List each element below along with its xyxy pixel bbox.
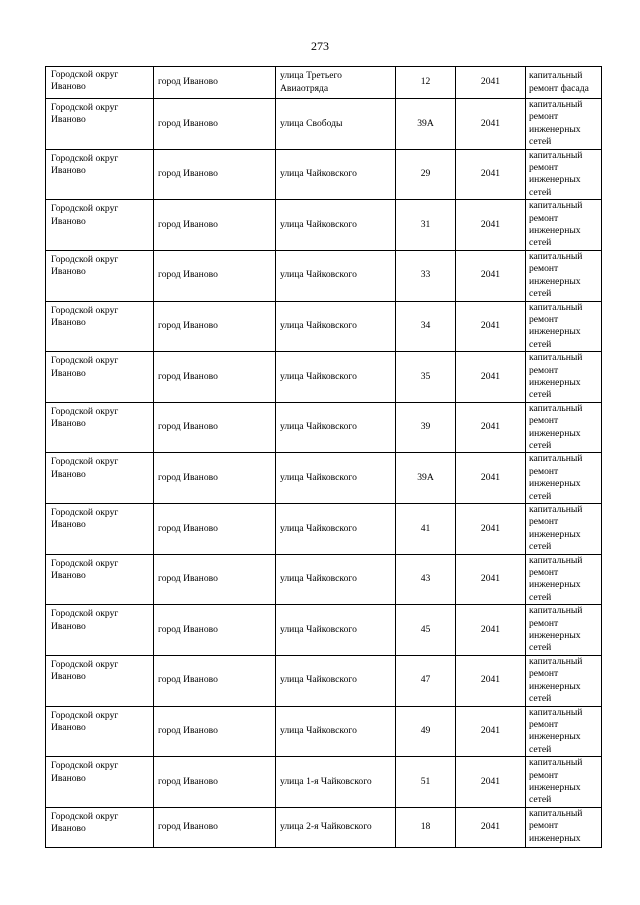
- municipality-cell: Городской округ Иваново: [46, 352, 154, 403]
- street-cell: улица Чайковского: [276, 504, 396, 555]
- municipality-cell: Городской округ Иваново: [46, 757, 154, 808]
- table-row: [46, 504, 602, 555]
- city-cell: город Иваново: [154, 149, 276, 200]
- year-cell: 2041: [456, 453, 526, 504]
- table-row: [46, 250, 602, 301]
- work-type-cell: капитальный ремонт инженерных сетей: [526, 706, 602, 757]
- year-cell: 2041: [456, 807, 526, 847]
- work-type-cell: капитальный ремонт инженерных сетей: [526, 301, 602, 352]
- work-type-cell: капитальный ремонт инженерных сетей: [526, 453, 602, 504]
- table-row: [46, 554, 602, 605]
- street-cell: улица Чайковского: [276, 605, 396, 656]
- municipality-cell: Городской округ Иваново: [46, 67, 154, 99]
- table-row: [46, 99, 602, 150]
- municipality-cell: Городской округ Иваново: [46, 655, 154, 706]
- table-row: [46, 453, 602, 504]
- year-cell: 2041: [456, 99, 526, 150]
- work-type-cell: капитальный ремонт инженерных сетей: [526, 605, 602, 656]
- year-cell: 2041: [456, 250, 526, 301]
- house-number-cell: 45: [396, 605, 456, 656]
- year-cell: 2041: [456, 67, 526, 99]
- street-cell: улица Свободы: [276, 99, 396, 150]
- table-row: [46, 605, 602, 656]
- city-cell: город Иваново: [154, 554, 276, 605]
- house-number-cell: 39: [396, 402, 456, 453]
- municipality-cell: Городской округ Иваново: [46, 706, 154, 757]
- street-cell: улица Чайковского: [276, 453, 396, 504]
- year-cell: 2041: [456, 706, 526, 757]
- house-number-cell: 29: [396, 149, 456, 200]
- work-type-cell: капитальный ремонт инженерных сетей: [526, 554, 602, 605]
- work-type-cell: капитальный ремонт инженерных сетей: [526, 250, 602, 301]
- table-row: [46, 149, 602, 200]
- municipality-cell: Городской округ Иваново: [46, 149, 154, 200]
- city-cell: город Иваново: [154, 301, 276, 352]
- street-cell: улица Чайковского: [276, 301, 396, 352]
- city-cell: город Иваново: [154, 807, 276, 847]
- year-cell: 2041: [456, 504, 526, 555]
- city-cell: город Иваново: [154, 655, 276, 706]
- work-type-cell: капитальный ремонт фасада: [526, 67, 602, 99]
- table-row: [46, 706, 602, 757]
- street-cell: улица Чайковского: [276, 250, 396, 301]
- street-cell: улица Третьего Авиаотряда: [276, 67, 396, 99]
- house-number-cell: 18: [396, 807, 456, 847]
- city-cell: город Иваново: [154, 250, 276, 301]
- table-row: [46, 655, 602, 706]
- house-number-cell: 47: [396, 655, 456, 706]
- house-number-cell: 49: [396, 706, 456, 757]
- registry-table: [45, 66, 602, 848]
- municipality-cell: Городской округ Иваново: [46, 99, 154, 150]
- city-cell: город Иваново: [154, 352, 276, 403]
- city-cell: город Иваново: [154, 504, 276, 555]
- house-number-cell: 43: [396, 554, 456, 605]
- street-cell: улица Чайковского: [276, 655, 396, 706]
- house-number-cell: 51: [396, 757, 456, 808]
- city-cell: город Иваново: [154, 99, 276, 150]
- house-number-cell: 39А: [396, 453, 456, 504]
- work-type-cell: капитальный ремонт инженерных сетей: [526, 402, 602, 453]
- street-cell: улица Чайковского: [276, 200, 396, 251]
- house-number-cell: 31: [396, 200, 456, 251]
- year-cell: 2041: [456, 655, 526, 706]
- municipality-cell: Городской округ Иваново: [46, 605, 154, 656]
- city-cell: город Иваново: [154, 757, 276, 808]
- municipality-cell: Городской округ Иваново: [46, 402, 154, 453]
- municipality-cell: Городской округ Иваново: [46, 453, 154, 504]
- table-row: [46, 757, 602, 808]
- municipality-cell: Городской округ Иваново: [46, 250, 154, 301]
- table-row: [46, 67, 602, 99]
- municipality-cell: Городской округ Иваново: [46, 554, 154, 605]
- work-type-cell: капитальный ремонт инженерных сетей: [526, 99, 602, 150]
- year-cell: 2041: [456, 149, 526, 200]
- work-type-cell: капитальный ремонт инженерных сетей: [526, 200, 602, 251]
- city-cell: город Иваново: [154, 706, 276, 757]
- street-cell: улица Чайковского: [276, 554, 396, 605]
- year-cell: 2041: [456, 757, 526, 808]
- street-cell: улица Чайковского: [276, 706, 396, 757]
- municipality-cell: Городской округ Иваново: [46, 301, 154, 352]
- city-cell: город Иваново: [154, 200, 276, 251]
- municipality-cell: Городской округ Иваново: [46, 200, 154, 251]
- house-number-cell: 35: [396, 352, 456, 403]
- street-cell: улица 1-я Чайковского: [276, 757, 396, 808]
- work-type-cell: капитальный ремонт инженерных: [526, 807, 602, 847]
- table-row: [46, 807, 602, 847]
- work-type-cell: капитальный ремонт инженерных сетей: [526, 655, 602, 706]
- year-cell: 2041: [456, 352, 526, 403]
- work-type-cell: капитальный ремонт инженерных сетей: [526, 757, 602, 808]
- page-number: 273: [311, 39, 329, 53]
- year-cell: 2041: [456, 200, 526, 251]
- city-cell: город Иваново: [154, 605, 276, 656]
- work-type-cell: капитальный ремонт инженерных сетей: [526, 352, 602, 403]
- street-cell: улица Чайковского: [276, 402, 396, 453]
- registry-table-body: [46, 67, 602, 848]
- street-cell: улица Чайковского: [276, 149, 396, 200]
- table-row: [46, 352, 602, 403]
- street-cell: улица 2-я Чайковского: [276, 807, 396, 847]
- municipality-cell: Городской округ Иваново: [46, 807, 154, 847]
- house-number-cell: 12: [396, 67, 456, 99]
- work-type-cell: капитальный ремонт инженерных сетей: [526, 504, 602, 555]
- year-cell: 2041: [456, 402, 526, 453]
- house-number-cell: 39А: [396, 99, 456, 150]
- year-cell: 2041: [456, 605, 526, 656]
- year-cell: 2041: [456, 301, 526, 352]
- year-cell: 2041: [456, 554, 526, 605]
- table-row: [46, 402, 602, 453]
- municipality-cell: Городской округ Иваново: [46, 504, 154, 555]
- house-number-cell: 41: [396, 504, 456, 555]
- city-cell: город Иваново: [154, 453, 276, 504]
- city-cell: город Иваново: [154, 402, 276, 453]
- house-number-cell: 33: [396, 250, 456, 301]
- house-number-cell: 34: [396, 301, 456, 352]
- table-row: [46, 301, 602, 352]
- street-cell: улица Чайковского: [276, 352, 396, 403]
- city-cell: город Иваново: [154, 67, 276, 99]
- work-type-cell: капитальный ремонт инженерных сетей: [526, 149, 602, 200]
- table-row: [46, 200, 602, 251]
